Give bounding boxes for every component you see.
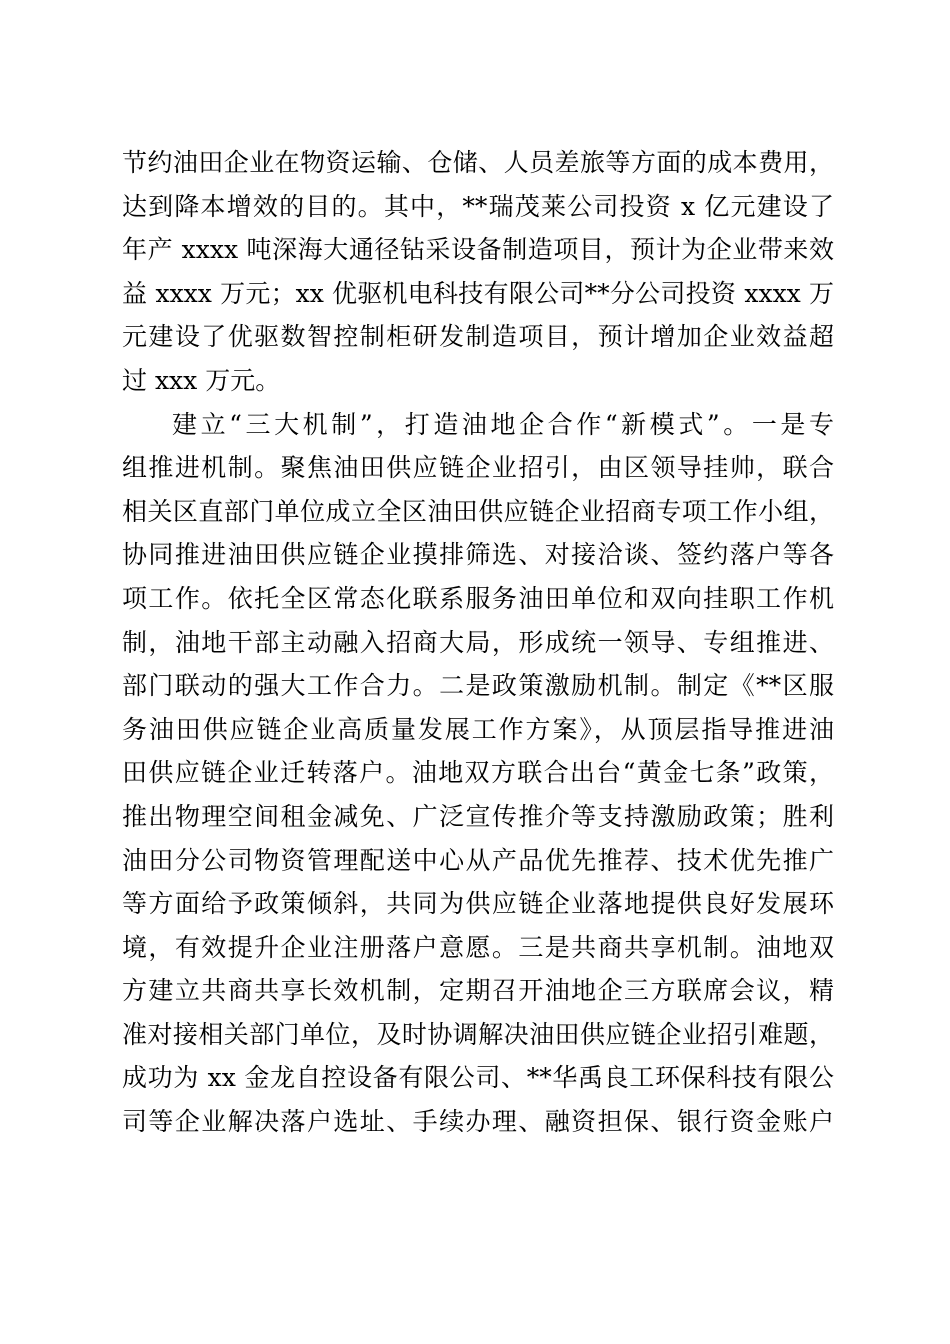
text-line: 年产 xxxx 吨深海大通径钻采设备制造项目，预计为企业带来效 [122, 235, 834, 265]
text-line: 境，有效提升企业注册落户意愿。三是共商共享机制。油地双 [122, 932, 834, 962]
text-line: 油田分公司物资管理配送中心从产品优先推荐、技术优先推广 [122, 845, 834, 875]
text-line: 达到降本增效的目的。其中，**瑞茂莱公司投资 x 亿元建设了 [122, 191, 834, 221]
paragraph-1 [122, 141, 834, 403]
text-line: 项工作。依托全区常态化联系服务油田单位和双向挂职工作机 [122, 583, 834, 613]
text-line: 益 xxxx 万元；xx 优驱机电科技有限公司**分公司投资 xxxx 万 [122, 278, 834, 308]
text-line: 节约油田企业在物资运输、仓储、人员差旅等方面的成本费用， [122, 148, 834, 177]
text-line: 成功为 xx 金龙自控设备有限公司、**华禹良工环保科技有限公 [122, 1063, 834, 1093]
document-page [122, 141, 834, 1144]
text-line: 田供应链企业迁转落户。油地双方联合出台“黄金七条”政策， [122, 758, 834, 788]
text-line: 推出物理空间租金减免、广泛宣传推介等支持激励政策；胜利 [122, 801, 834, 831]
text-line: 协同推进油田供应链企业摸排筛选、对接洽谈、签约落户等各 [122, 540, 834, 570]
text-line: 等方面给予政策倾斜，共同为供应链企业落地提供良好发展环 [122, 889, 834, 919]
text-line: 过 xxx 万元。 [122, 365, 281, 395]
text-line: 务油田供应链企业高质量发展工作方案》，从顶层指导推进油 [122, 714, 834, 744]
paragraph-2 [122, 403, 834, 1144]
text-line: 相关区直部门单位成立全区油田供应链企业招商专项工作小组， [122, 496, 834, 526]
text-line: 部门联动的强大工作合力。二是政策激励机制。制定《**区服 [122, 671, 834, 701]
text-line: 准对接相关部门单位，及时协调解决油田供应链企业招引难题， [122, 1019, 834, 1049]
text-line: 司等企业解决落户选址、手续办理、融资担保、银行资金账户 [122, 1107, 834, 1137]
text-line: 建立“三大机制”，打造油地企合作“新模式”。一是专 [172, 409, 834, 439]
text-line: 方建立共商共享长效机制，定期召开油地企三方联席会议，精 [122, 976, 834, 1006]
text-line: 元建设了优驱数智控制柜研发制造项目，预计增加企业效益超 [122, 322, 834, 352]
text-line: 组推进机制。聚焦油田供应链企业招引，由区领导挂帅，联合 [122, 453, 834, 483]
text-line: 制，油地干部主动融入招商大局，形成统一领导、专组推进、 [122, 627, 834, 657]
